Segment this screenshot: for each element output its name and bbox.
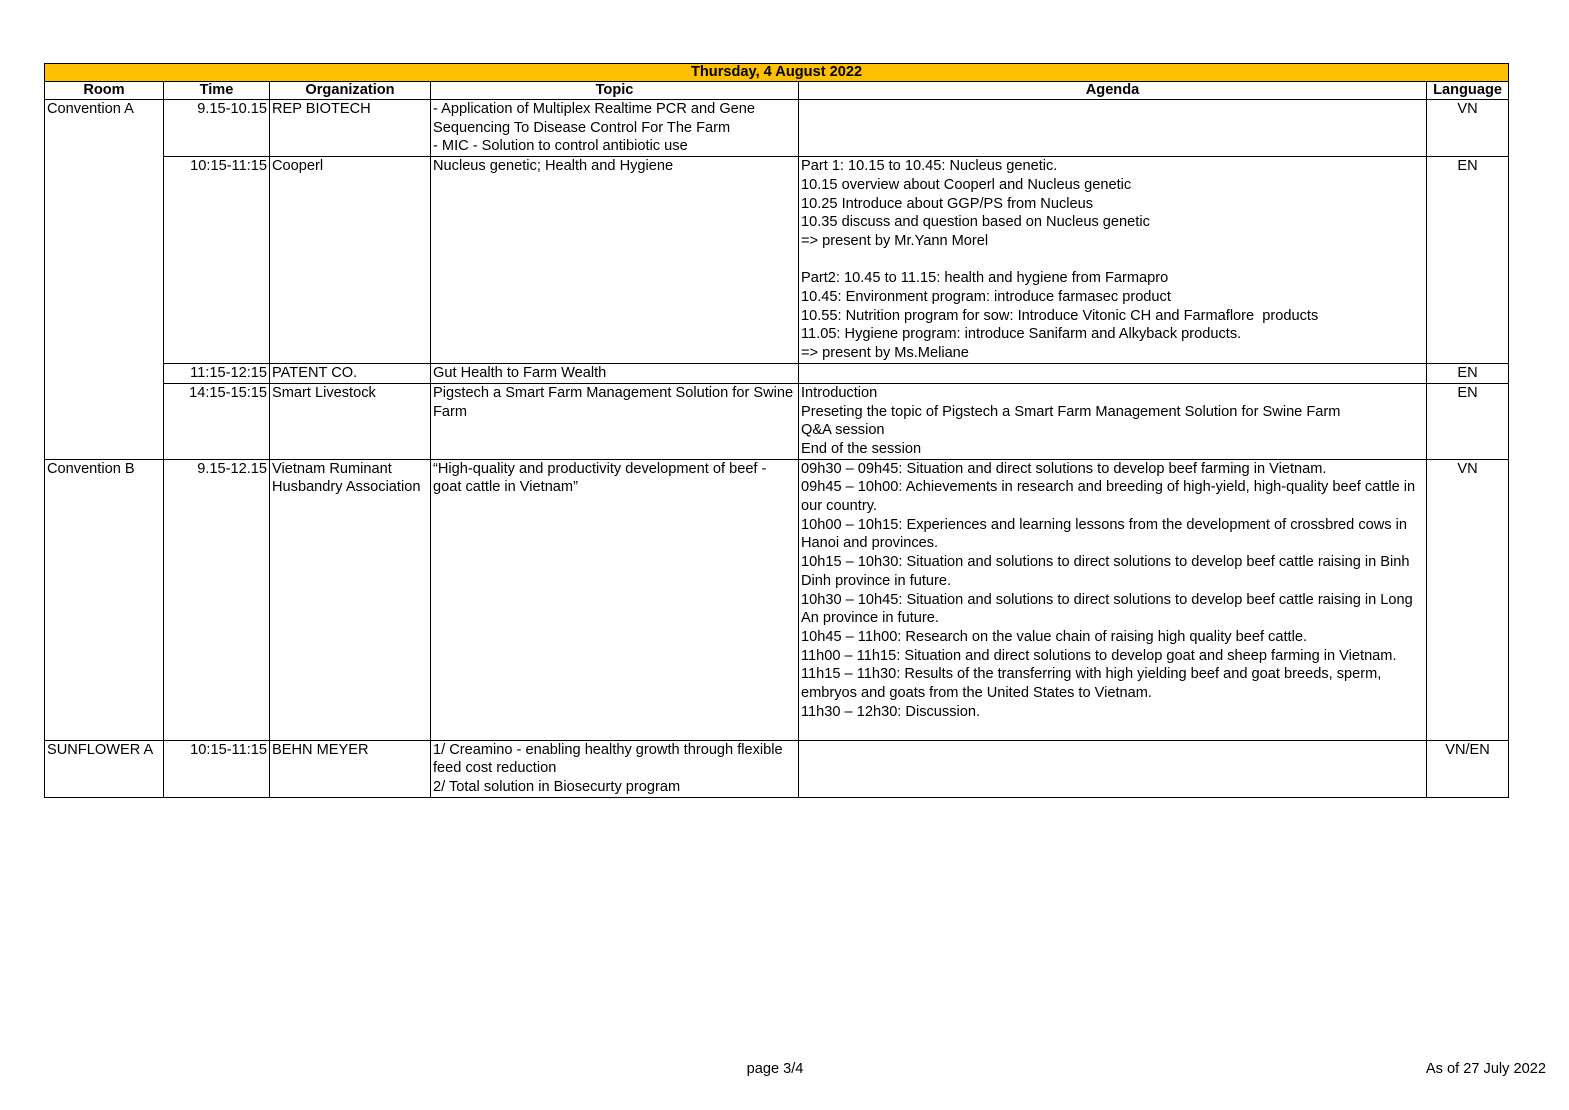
language-cell: VN/EN <box>1427 740 1509 797</box>
table-row <box>45 364 1509 384</box>
agenda-cell <box>799 364 1427 384</box>
header-topic: Topic <box>431 82 799 100</box>
organization-cell: PATENT CO. <box>270 364 431 384</box>
time-cell: 10:15-11:15 <box>164 740 270 797</box>
header-row <box>45 82 1509 100</box>
topic-cell: Nucleus genetic; Health and Hygiene <box>431 157 799 364</box>
header-time: Time <box>164 82 270 100</box>
table-row <box>45 459 1509 740</box>
time-cell: 9.15-12.15 <box>164 459 270 740</box>
time-cell: 11:15-12:15 <box>164 364 270 384</box>
agenda-cell <box>799 740 1427 797</box>
language-cell: EN <box>1427 364 1509 384</box>
language-cell: VN <box>1427 459 1509 740</box>
topic-cell: Pigstech a Smart Farm Management Solution for Swine Farm <box>431 383 799 459</box>
organization-cell: Vietnam Ruminant Husbandry Association <box>270 459 431 740</box>
table-row <box>45 740 1509 797</box>
topic-cell: Gut Health to Farm Wealth <box>431 364 799 384</box>
agenda-cell: Introduction Preseting the topic of Pigstech a Smart Farm Management Solution for Swine Farm Q&A session End of the session <box>799 383 1427 459</box>
language-cell: EN <box>1427 383 1509 459</box>
organization-cell: Smart Livestock <box>270 383 431 459</box>
organization-cell: Cooperl <box>270 157 431 364</box>
organization-cell: REP BIOTECH <box>270 100 431 157</box>
table-row <box>45 100 1509 157</box>
table-row <box>45 157 1509 364</box>
topic-cell: “High-quality and productivity development of beef - goat cattle in Vietnam” <box>431 459 799 740</box>
schedule-table <box>44 63 1509 798</box>
room-cell: Convention B <box>45 459 164 740</box>
header-agenda: Agenda <box>799 82 1427 100</box>
language-cell: EN <box>1427 157 1509 364</box>
topic-cell: - Application of Multiplex Realtime PCR and Gene Sequencing To Disease Control For The Farm - MIC - Solution to control antibiotic use <box>431 100 799 157</box>
day-title: Thursday, 4 August 2022 <box>45 64 1509 82</box>
organization-cell: BEHN MEYER <box>270 740 431 797</box>
header-organization: Organization <box>270 82 431 100</box>
room-cell: Convention A <box>45 100 164 460</box>
language-cell: VN <box>1427 100 1509 157</box>
agenda-cell <box>799 100 1427 157</box>
time-cell: 9.15-10.15 <box>164 100 270 157</box>
header-room: Room <box>45 82 164 100</box>
agenda-cell: Part 1: 10.15 to 10.45: Nucleus genetic. 10.15 overview about Cooperl and Nucleus genetic 10.25 Introduce about GGP/PS from Nucleus 10.35 discuss and question based on Nucleus genetic => present by Mr.Yann Morel Part2: 10.45 to 11.15: health and hygiene from Farmapro 10.45: Environment program: introduce farmasec product 10.55: Nutrition program for sow: Introduce Vitonic CH and Farmaflore products 11.05: Hygiene program: introduce Sanifarm and Alkyback products. => present by Ms.Meliane <box>799 157 1427 364</box>
as-of-date: As of 27 July 2022 <box>1425 1061 1546 1077</box>
table-row <box>45 383 1509 459</box>
day-title-row <box>45 64 1509 82</box>
topic-cell: 1/ Creamino - enabling healthy growth through flexible feed cost reduction 2/ Total solution in Biosecurty program <box>431 740 799 797</box>
time-cell: 10:15-11:15 <box>164 157 270 364</box>
agenda-cell: 09h30 – 09h45: Situation and direct solutions to develop beef farming in Vietnam. 09h45 – 10h00: Achievements in research and breeding of high-yield, high-quality beef cattle in our country. 10h00 – 10h15: Experiences and learning lessons from the development of crossbred cows in Hanoi and provinces. 10h15 – 10h30: Situation and solutions to direct solutions to develop beef cattle raising in Binh Dinh province in future. 10h30 – 10h45: Situation and solutions to direct solutions to develop beef cattle raising in Long An province in future. 10h45 – 11h00: Research on the value chain of raising high quality beef cattle. 11h00 – 11h15: Situation and direct solutions to develop goat and sheep farming in Vietnam. 11h15 – 11h30: Results of the transferring with high yielding beef and goat breeds, sperm, embryos and goats from the United States to Vietnam. 11h30 – 12h30: Discussion. <box>799 459 1427 740</box>
room-cell: SUNFLOWER A <box>45 740 164 797</box>
page-number: page 3/4 <box>746 1061 804 1077</box>
time-cell: 14:15-15:15 <box>164 383 270 459</box>
header-language: Language <box>1427 82 1509 100</box>
